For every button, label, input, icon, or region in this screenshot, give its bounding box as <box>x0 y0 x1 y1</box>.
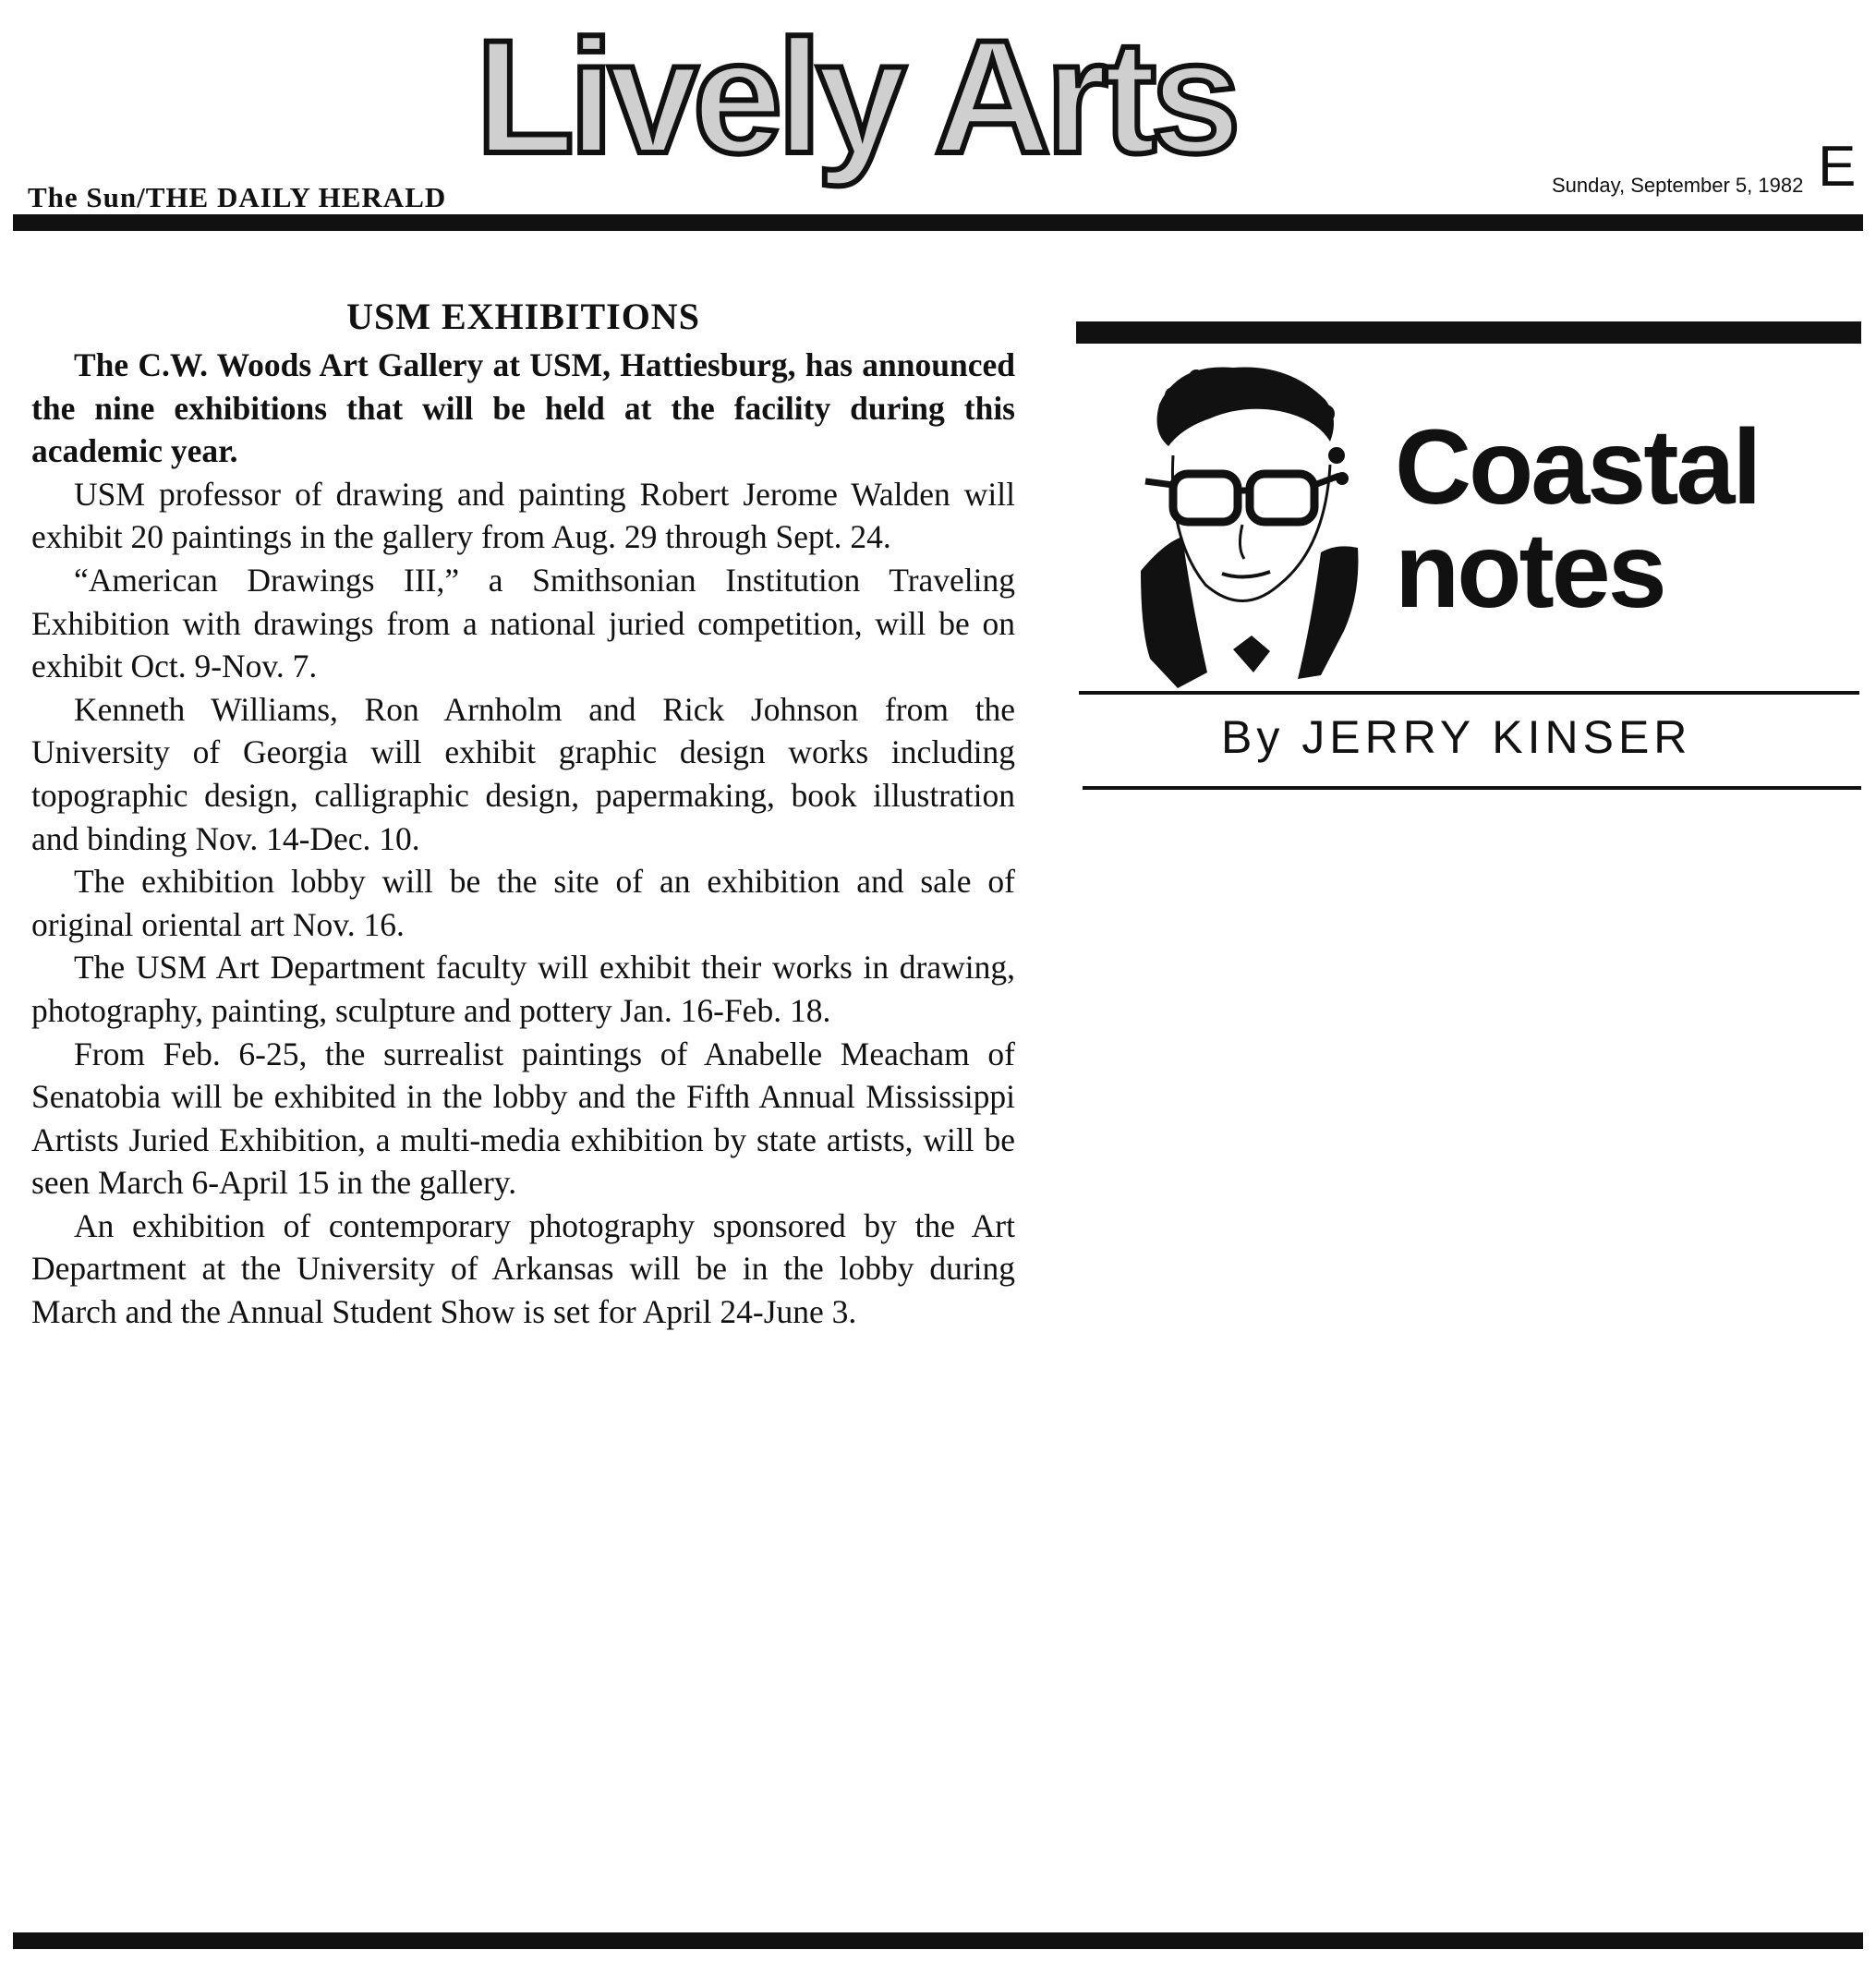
top-rule <box>13 214 1863 231</box>
article-paragraph: An exhibition of contemporary photography sponsored by the Art Department at the University of Arkansas will be in the lobby during March and the Annual Student Show is set for April 24-June 3. <box>31 1206 1015 1331</box>
masthead-title: Lively Arts <box>476 7 1236 188</box>
article-paragraph: From Feb. 6-25, the surrealist paintings of Anabelle Meacham of Senatobia will be exhibited in the lobby and the Fifth Annual Mississippi Artists Juried Exhibition, a multi-media exhibition by state artists, will be seen March 6-April 15 in the gallery. <box>31 1035 1015 1202</box>
column-bottom-rule <box>1083 786 1861 790</box>
article-headline: USM EXHIBITIONS <box>346 296 700 337</box>
column-title-line: Coastal <box>1395 408 1760 527</box>
article-paragraph: USM professor of drawing and painting Robert Jerome Walden will exhibit 20 paintings in the gallery from Aug. 29 through Sept. 24. <box>31 475 1015 556</box>
article-paragraph: The USM Art Department faculty will exhibit their works in drawing, photography, painting, sculpture and pottery Jan. 16-Feb. 18. <box>31 949 1015 1029</box>
bottom-rule <box>13 1932 1863 1949</box>
article-paragraph: Kenneth Williams, Ron Arnholm and Rick Johnson from the University of Georgia will exhibit graphic design works including topographic design, calligraphic design, papermaking, book illustration and binding Nov. 14-Dec. 10. <box>31 690 1015 857</box>
article <box>31 296 1015 1334</box>
column-top-rule <box>1076 321 1861 344</box>
paper-name: The Sun/THE DAILY HERALD <box>28 181 447 213</box>
article-paragraph: The exhibition lobby will be the site of an exhibition and sale of original oriental art Nov. 16. <box>31 863 1015 943</box>
article-paragraph: “American Drawings III,” a Smithsonian Institution Traveling Exhibition with drawings from a national juried competition, will be on exhibit Oct. 9-Nov. 7. <box>31 561 1015 685</box>
article-paragraph: The C.W. Woods Art Gallery at USM, Hattiesburg, has announced the nine exhibitions that will be held at the facility during this academic year. <box>31 346 1015 470</box>
columnist-portrait <box>1141 354 1381 688</box>
column-byline: By JERRY KINSER <box>1221 711 1692 763</box>
column-title <box>1395 408 1760 630</box>
section-letter: E <box>1818 135 1857 199</box>
column-mid-rule <box>1079 691 1859 695</box>
column-title-line: notes <box>1395 512 1664 630</box>
issue-date: Sunday, September 5, 1982 <box>1552 174 1804 197</box>
